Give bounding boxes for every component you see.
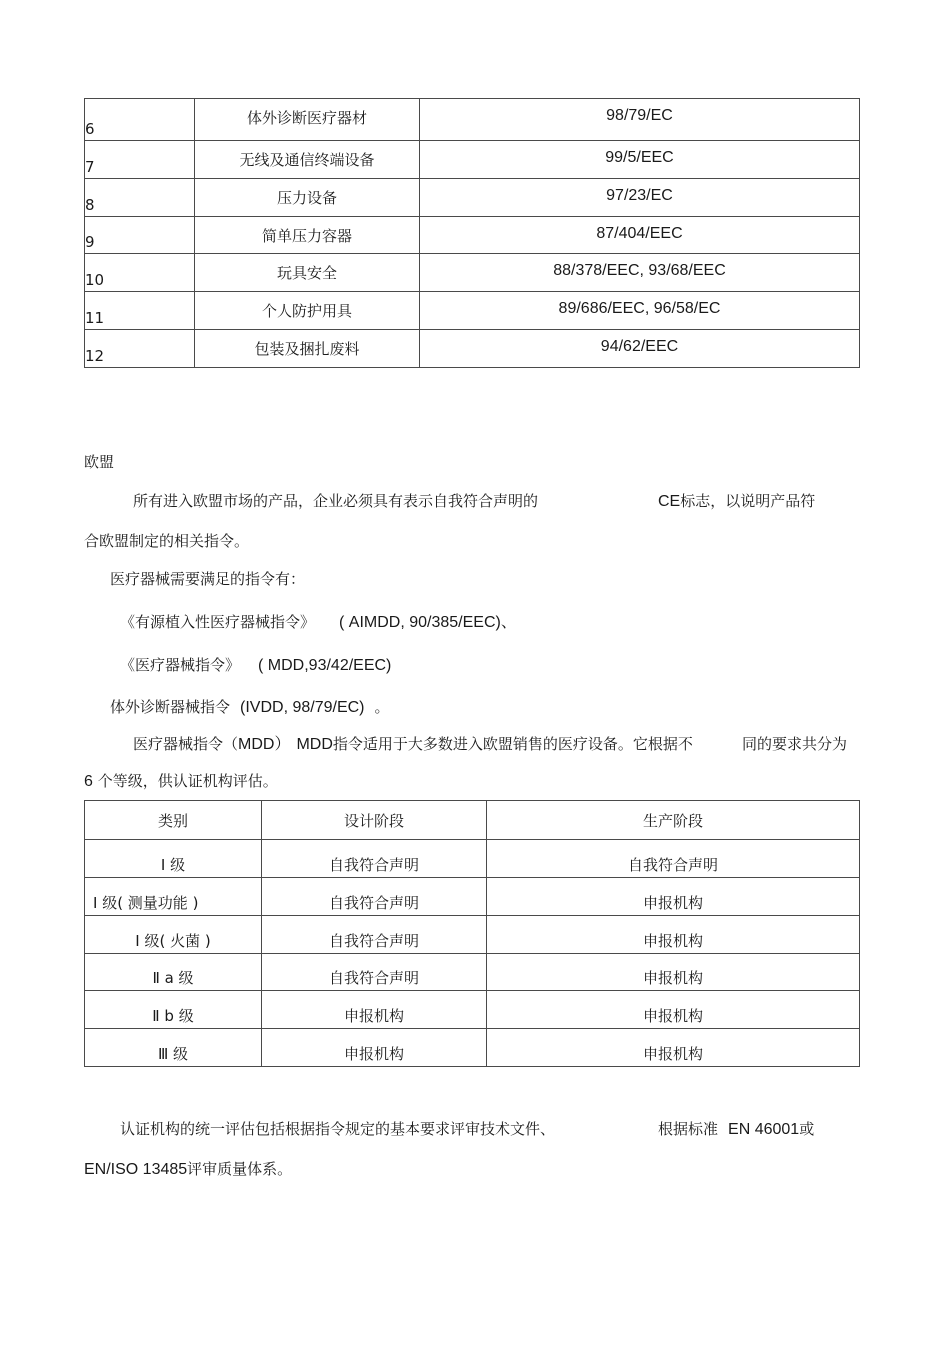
table-row (85, 292, 860, 330)
section-title: 欧盟 (84, 453, 115, 471)
directive-item (120, 612, 517, 633)
paragraph-ce-line2: 合欧盟制定的相关指令。 (84, 532, 250, 550)
paragraph-assessment-line2 (84, 1159, 292, 1180)
table-row (85, 1029, 860, 1067)
class-cell: Ⅰ 级 (85, 840, 262, 878)
header-design-stage: 设计阶段 (262, 801, 487, 840)
paragraph-text: 所有进入欧盟市场的产品，企业必须具有表示自我符合声明的 (133, 492, 539, 510)
paragraph-mdd-line1-end: 同的要求共分为 (742, 735, 848, 753)
row-number: 6 (85, 99, 195, 141)
paragraph-text: 或 (799, 1120, 815, 1138)
product-category: 体外诊断医疗器材 (195, 99, 420, 141)
class-cell: Ⅱ a 级 (85, 954, 262, 991)
directive-code: ( MDD,93/42/EEC) (258, 657, 392, 674)
directive-code: 97/23/EC (420, 179, 860, 217)
directive-code: (IVDD, 98/79/EC) (240, 699, 365, 716)
paragraph-text: 标志，以说明产品符 (680, 492, 816, 510)
paragraph-assessment-line1-end (658, 1119, 814, 1140)
row-number: 9 (85, 217, 195, 254)
directive-code: 94/62/EEC (420, 330, 860, 368)
directive-code: 99/5/EEC (420, 141, 860, 179)
table-row (85, 840, 860, 878)
table-row (85, 254, 860, 292)
production-cell: 申报机构 (487, 916, 860, 954)
product-category: 包装及捆扎废料 (195, 330, 420, 368)
class-cell: Ⅰ 级( 火菌 ) (85, 916, 262, 954)
ce-mark-text: CE (658, 493, 681, 510)
table-header-row (85, 801, 860, 840)
class-cell: Ⅱ b 级 (85, 991, 262, 1029)
class-cell: Ⅲ 级 (85, 1029, 262, 1067)
paragraph-ce-line1 (133, 491, 538, 511)
table-row (85, 179, 860, 217)
paragraph-text: 指令适用于大多数进入欧盟销售的医疗设备。它根据不 (332, 735, 693, 753)
product-category: 简单压力容器 (195, 217, 420, 254)
table-row (85, 991, 860, 1029)
row-number: 10 (85, 254, 195, 292)
paragraph-directives-intro: 医疗器械需要满足的指令有： (110, 570, 306, 588)
directive-item (120, 655, 391, 676)
table-row (85, 916, 860, 954)
production-cell: 自我符合声明 (487, 840, 860, 878)
directive-code: 89/686/EEC, 96/58/EC (420, 292, 860, 330)
header-category: 类别 (85, 801, 262, 840)
table-row (85, 99, 860, 141)
mdd-abbrev: MDD） (238, 736, 291, 753)
paragraph-mdd-line2 (84, 771, 278, 792)
standard-code: EN 46001 (728, 1121, 800, 1138)
header-production-stage: 生产阶段 (487, 801, 860, 840)
production-cell: 申报机构 (487, 991, 860, 1029)
row-number: 7 (85, 141, 195, 179)
paragraph-ce-line1-end (658, 491, 815, 512)
table-row (85, 330, 860, 368)
directives-table (84, 98, 860, 368)
row-number: 8 (85, 179, 195, 217)
paragraph-mdd-line1 (133, 734, 693, 755)
directive-end: 。 (374, 698, 390, 716)
directive-code: ( AIMDD, 90/385/EEC)、 (339, 614, 517, 631)
mdd-abbrev: MDD (296, 736, 333, 753)
standard-code: EN/ISO 13485 (84, 1161, 188, 1178)
product-category: 玩具安全 (195, 254, 420, 292)
row-number: 11 (85, 292, 195, 330)
class-cell: Ⅰ 级( 测量功能 ) (85, 878, 262, 916)
product-category: 压力设备 (195, 179, 420, 217)
directive-name: 《有源植入性医疗器械指令》 (120, 613, 316, 631)
directive-code: 87/404/EEC (420, 217, 860, 254)
production-cell: 申报机构 (487, 878, 860, 916)
production-cell: 申报机构 (487, 954, 860, 991)
paragraph-text: 根据标准 (658, 1120, 719, 1138)
directive-name: 《医疗器械指令》 (120, 656, 241, 674)
table-row (85, 141, 860, 179)
design-cell: 申报机构 (262, 1029, 487, 1067)
table-row (85, 217, 860, 254)
paragraph-assessment-line1: 认证机构的统一评估包括根据指令规定的基本要求评审技术文件、 (120, 1120, 556, 1138)
paragraph-text: 个等级，供认证机构评估。 (97, 772, 278, 790)
directive-name: 体外诊断器械指令 (110, 698, 231, 716)
table-row (85, 954, 860, 991)
design-cell: 自我符合声明 (262, 840, 487, 878)
production-cell: 申报机构 (487, 1029, 860, 1067)
directive-item (110, 697, 390, 718)
design-cell: 自我符合声明 (262, 916, 487, 954)
row-number: 12 (85, 330, 195, 368)
directive-code: 98/79/EC (420, 99, 860, 141)
paragraph-text: 医疗器械指令（ (133, 735, 239, 753)
class-count: 6 (84, 773, 93, 790)
design-cell: 申报机构 (262, 991, 487, 1029)
table-row (85, 878, 860, 916)
paragraph-text: 评审质量体系。 (187, 1160, 293, 1178)
design-cell: 自我符合声明 (262, 954, 487, 991)
design-cell: 自我符合声明 (262, 878, 487, 916)
directive-code: 88/378/EEC, 93/68/EEC (420, 254, 860, 292)
product-category: 无线及通信终端设备 (195, 141, 420, 179)
product-category: 个人防护用具 (195, 292, 420, 330)
classification-table (84, 800, 860, 1067)
